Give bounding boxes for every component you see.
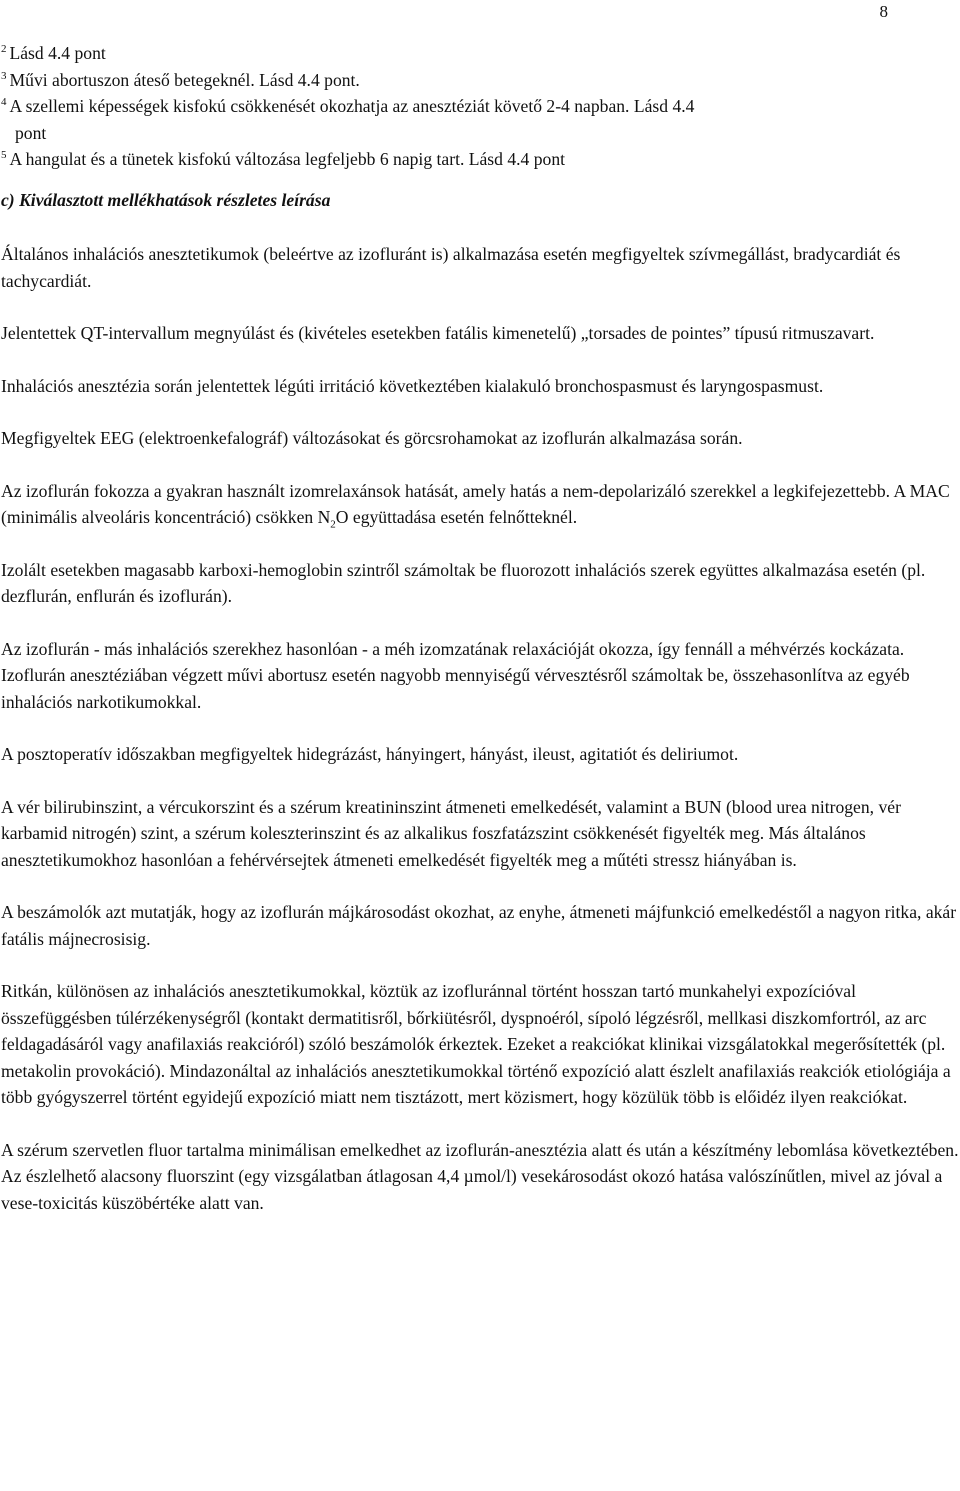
document-body	[1, 40, 959, 1216]
paragraph: Izolált esetekben magasabb karboxi-hemoglobin szintről számoltak be fluorozott inhalációs szerek együttes alkalmazása esetén (pl. dezflurán, enflurán és izoflurán).	[1, 559, 926, 606]
footnote-number: 2	[1, 43, 7, 56]
paragraph-mac	[1, 478, 959, 531]
footnote-text-continuation: pont	[15, 122, 47, 143]
footnote	[1, 67, 959, 94]
footnote	[1, 93, 959, 146]
paragraph: A beszámolók azt mutatják, hogy az izoflurán májkárosodást okozhat, az enyhe, átmeneti májfunkció emelkedéstől a nagyon ritka, akár fatális májnecrosisig.	[1, 902, 957, 949]
mac-subscript: 2	[330, 518, 336, 531]
paragraph: A posztoperatív időszakban megfigyeltek hidegrázást, hányingert, hányást, ileust, agitatiót és deliriumot.	[1, 744, 739, 764]
footnote	[1, 146, 959, 173]
mac-text-after: O együttadása esetén felnőtteknél.	[335, 507, 578, 527]
paragraph: A vér bilirubinszint, a vércukorszint és a szérum kreatininszint átmeneti emelkedését, valamint a BUN (blood urea nitrogen, vér karbamid nitrogén) szint, a szérum koleszterinszint és az alkalikus foszfatázszint csökkenését figyelték meg. Más általános anesztetikumokhoz hasonlóan a fehérvérsejtek átmeneti emelkedését figyelték meg a műtéti stressz hiányában is.	[1, 796, 901, 870]
footnote-number: 3	[1, 69, 7, 82]
footnote-number: 4	[1, 96, 7, 109]
paragraph: Inhalációs anesztézia során jelentettek légúti irritáció következtében kialakuló bronchospasmust és laryngospasmust.	[1, 375, 824, 396]
section-heading: c) Kiválasztott mellékhatások részletes leírása	[1, 189, 331, 210]
paragraph: A szérum szervetlen fluor tartalma minimálisan emelkedhet az izoflurán-anesztézia alatt és után a készítmény lebomlása következtében. Az észlelhető alacsony fluorszint (egy vizsgálatban átlagosan 4,4 µmol/l) vesekárosodást okozó hatása valószínűtlen, mivel az jóval a vese-toxicitás küszöbértéke alatt van.	[1, 1139, 959, 1213]
footnote-text: A szellemi képességek kisfokú csökkenését okozhatja az anesztéziát követő 2-4 napban. Lásd 4.4	[9, 96, 695, 116]
paragraph: Az izoflurán - más inhalációs szerekhez hasonlóan - a méh izomzatának relaxációját okozza, így fennáll a méhvérzés kockázata. Izoflurán anesztéziában végzett művi abortusz esetén nagyobb mennyiségű vérvesztésről számoltak be, összehasonlítva az egyéb inhalációs narkotikumokkal.	[1, 638, 910, 712]
page-number: 8	[879, 2, 888, 21]
mac-text-before: Az izoflurán fokozza a gyakran használt izomrelaxánsok hatását, amely hatás a nem-depolarizáló szerekkel a legkifejezettebb. A MAC (minimális alveoláris koncentráció) csökken N	[1, 480, 950, 527]
paragraph: Általános inhalációs anesztetikumok (beleértve az izofluránt is) alkalmazása esetén megfigyeltek szívmegállást, bradycardiát és tachycardiát.	[1, 244, 901, 291]
paragraph: Megfigyeltek EEG (elektroenkefalográf) változásokat és görcsrohamokat az izoflurán alkalmazása során.	[1, 428, 743, 448]
footnote	[1, 40, 959, 67]
footnote-number: 5	[1, 149, 7, 162]
footnote-text: Lásd 4.4 pont	[9, 43, 106, 63]
footnote-text: A hangulat és a tünetek kisfokú változása legfeljebb 6 napig tart. Lásd 4.4 pont	[9, 149, 566, 169]
paragraph: Jelentettek QT-intervallum megnyúlást és (kivételes esetekben fatális kimenetelű) „torsades de pointes” típusú ritmuszavart.	[1, 323, 875, 343]
footnote-text: Művi abortuszon áteső betegeknél. Lásd 4.4 pont.	[9, 69, 360, 90]
paragraph: Ritkán, különösen az inhalációs anesztetikumokkal, köztük az izofluránnal történt hosszan tartó munkahelyi expozícióval összefüggésben túlérzékenységről (kontakt dermatitisről, bőrkiütésről, dyspnoéról, sípoló légzésről, mellkasi diszkomfortról, az arc feldagadásáról vagy anafilaxiás reakcióról) szóló beszámolók érkeztek. Ezeket a reakciókat klinikai vizsgálatokkal megerősítették (pl. metakolin provokáció). Mindazonáltal az inhalációs anesztetikumokkal történő expozíció alatt észlelt anafilaxiás reakciók etiológiája a több gyógyszerrel történt egyidejű expozíció miatt nem tisztázott, mert közismert, hogy közülük több is előidéz ilyen reakciókat.	[1, 981, 951, 1107]
